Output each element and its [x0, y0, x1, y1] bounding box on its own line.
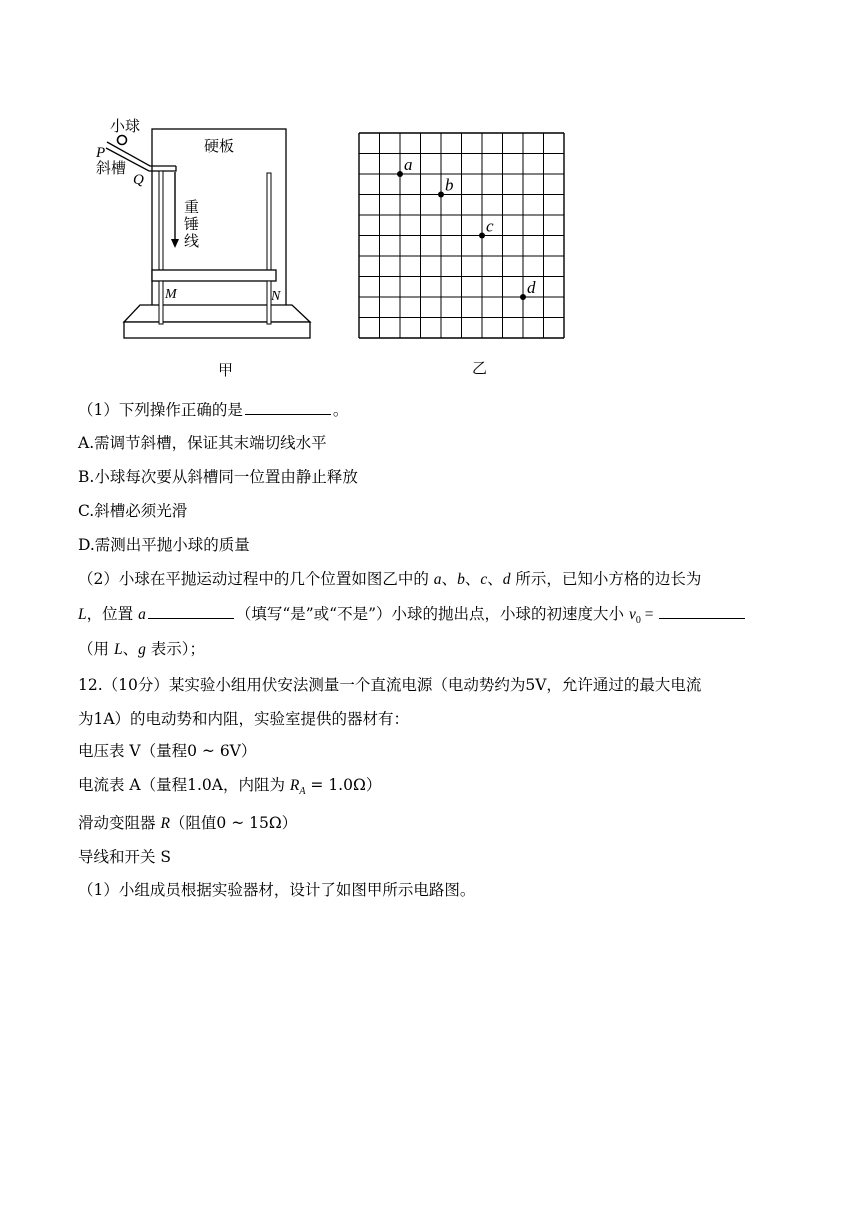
figure-yi	[355, 129, 570, 344]
equipment-voltmeter: 电压表 V（量程0 ~ 6V）	[78, 742, 257, 760]
symbol-v: v	[628, 606, 636, 623]
label-N: N	[271, 289, 281, 304]
grid-points	[397, 155, 536, 300]
equipment-rheostat	[78, 813, 297, 834]
symbol-R: R	[289, 777, 300, 794]
base-bottom	[124, 322, 310, 338]
equipment-ammeter	[78, 775, 381, 802]
ammeter-text2: = 1.0Ω）	[305, 776, 382, 794]
sep: 、	[441, 570, 458, 588]
point-a-ref: a	[433, 571, 442, 588]
q11-part2-line3	[78, 639, 205, 660]
q11-p2l3-text1: （用	[78, 640, 114, 658]
subscript-0: 0	[635, 615, 641, 627]
q12-part1: （1）小组成员根据实验器材，设计了如图甲所示电路图。	[78, 881, 476, 899]
grid-point-label-b: b	[445, 175, 454, 195]
equals-sign: =	[640, 606, 658, 623]
sep: 、	[464, 570, 481, 588]
base-top	[124, 305, 310, 322]
label-plumb-1: 重	[184, 198, 200, 216]
symbol-L: L	[113, 641, 123, 658]
rheostat-text1: 滑动变阻器	[78, 814, 161, 832]
symbol-L: L	[78, 606, 87, 623]
grid-point-label-c: c	[486, 216, 494, 236]
grid-point-b	[438, 192, 444, 198]
equipment-switch: 导线和开关 S	[78, 848, 172, 866]
symbol-g: g	[138, 641, 146, 658]
rheostat-text2: （阻值0 ~ 15Ω）	[169, 814, 298, 832]
label-plumb-3: 线	[184, 232, 200, 250]
caption-yi: 乙	[472, 359, 488, 377]
figure-jia	[90, 112, 330, 344]
label-chute: 斜槽	[96, 159, 127, 177]
option-b: B.小球每次要从斜槽同一位置由静止释放	[78, 468, 358, 486]
q12-line2: 为1A）的电动势和内阻，实验室提供的器材有：	[78, 710, 410, 728]
left-post-front	[159, 281, 163, 324]
q11-part1-prefix: （1）下列操作正确的是	[78, 401, 243, 419]
caption-jia: 甲	[218, 361, 234, 379]
subscript-A: A	[299, 786, 306, 798]
option-d: D.需测出平抛小球的质量	[78, 536, 250, 554]
q11-part2-line1	[78, 569, 701, 590]
q12-line1: 12.（10分）某实验小组用伏安法测量一个直流电源（电动势约为5V，允许通过的最大电流	[78, 676, 702, 694]
label-P: P	[96, 145, 106, 161]
grid-point-c	[479, 233, 485, 239]
sep: 、	[487, 570, 503, 588]
q11-p2l2-text2: （填写“是”或“不是”）小球的抛出点，小球的初速度大小	[235, 605, 629, 623]
label-ball: 小球	[110, 117, 141, 135]
grid-point-a	[397, 171, 403, 177]
q11-part2-line2	[78, 604, 747, 631]
ball	[118, 136, 127, 145]
point-b-ref: b	[457, 571, 465, 588]
q11-part1-suffix: 。	[332, 401, 349, 419]
q11-part1	[78, 400, 348, 420]
point-d-ref: d	[502, 571, 511, 588]
answer-blank-3[interactable]	[659, 604, 745, 619]
label-M: M	[165, 287, 177, 302]
option-a: A.需调节斜槽，保证其末端切线水平	[78, 434, 327, 452]
ammeter-text1: 电流表 A（量程1.0A，内阻为	[78, 776, 290, 794]
q11-p2l2-text1: ，位置	[86, 605, 139, 623]
point-a-ref: a	[138, 606, 146, 623]
point-c-ref: c	[480, 571, 488, 588]
sep: 、	[122, 640, 139, 658]
label-board: 硬板	[204, 137, 235, 155]
q11-p2l3-text2: 表示）；	[145, 640, 206, 658]
grid-point-label-a: a	[404, 155, 413, 174]
label-plumb-2: 锤	[184, 215, 200, 233]
symbol-R: R	[160, 815, 170, 832]
answer-blank-1[interactable]	[245, 400, 331, 415]
option-c: C.斜槽必须光滑	[78, 502, 188, 520]
grid-point-d	[520, 294, 526, 300]
q11-p2-text1: （2）小球在平抛运动过程中的几个位置如图乙中的	[78, 570, 434, 588]
q11-p2-text2: 所示，已知小方格的边长为	[510, 570, 702, 588]
answer-blank-2[interactable]	[148, 604, 234, 619]
grid	[359, 133, 564, 338]
label-Q: Q	[133, 172, 144, 188]
horizontal-bar	[152, 270, 276, 281]
grid-point-label-d: d	[527, 278, 536, 297]
